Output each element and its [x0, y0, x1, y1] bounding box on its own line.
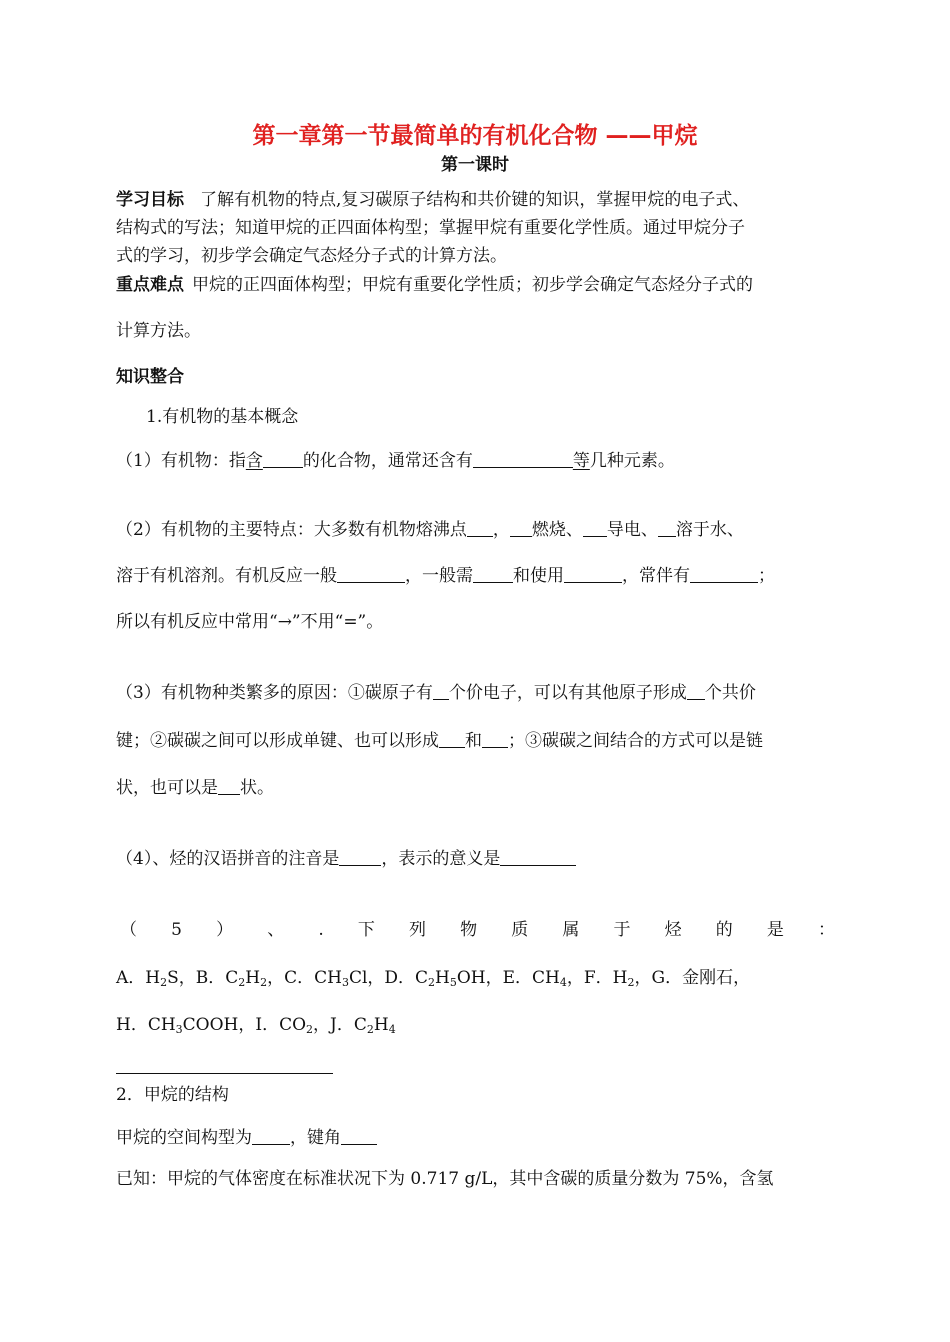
- q5-prompt-char: ：: [817, 920, 835, 940]
- q5-prompt-char: 的: [715, 920, 733, 940]
- keypoints-text-1: 甲烷的正四面体构型；甲烷有重要化学性质；初步学会确定气态烃分子式的: [192, 275, 753, 295]
- formula-text: H: [435, 968, 450, 988]
- q5-options-line-1: [116, 966, 750, 990]
- blank[interactable]: [339, 847, 381, 866]
- formula-subscript: 2: [260, 976, 268, 989]
- formula-text: H: [373, 1015, 389, 1035]
- q5-prompt-char: 5: [171, 920, 182, 940]
- q3-line-1: （3）有机物种类繁多的原因：①碳原子有 个价电子，可以有其他原子形成 个共价: [116, 683, 756, 703]
- formula-text: H: [245, 968, 261, 988]
- q2-line-3: 所以有机反应中常用“→”不用“=”。: [116, 612, 384, 632]
- formula-subscript: 2: [627, 976, 635, 989]
- blank[interactable]: [690, 564, 758, 583]
- keypoints-label: 重点难点: [116, 275, 184, 295]
- goals-line-1: [116, 188, 834, 212]
- q5-prompt-char: 列: [408, 920, 426, 940]
- q3-line-3: 状，也可以是 状。: [116, 778, 274, 798]
- formula-text: ，G．金刚石，: [634, 968, 751, 988]
- formula-subscript: 5: [449, 976, 457, 989]
- q4-line: （4）、烃的汉语拼音的注音是 ，表示的意义是: [116, 847, 834, 871]
- q1-underlined-han: 含: [245, 451, 263, 471]
- blank[interactable]: [252, 1126, 290, 1145]
- formula-subscript: 2: [306, 1023, 314, 1036]
- answer-line[interactable]: [116, 1073, 333, 1074]
- blank[interactable]: [263, 449, 303, 468]
- goals-text-1: 了解有机物的特点,复习碳原子结构和共价键的知识，掌握甲烷的电子式、: [200, 190, 750, 210]
- blank[interactable]: [218, 776, 240, 795]
- section-heading: 知识整合: [116, 367, 184, 387]
- q5-prompt-char: .: [318, 920, 324, 940]
- goals-line-3: 式的学习，初步学会确定气态烃分子式的计算方法。: [116, 246, 507, 266]
- blank[interactable]: [439, 729, 465, 748]
- q5-prompt-char: 烃: [664, 920, 682, 940]
- q5-prompt-char: （: [120, 920, 137, 940]
- blank[interactable]: [341, 1126, 377, 1145]
- blank[interactable]: [583, 518, 607, 537]
- formula-text: ，F．H: [566, 968, 628, 988]
- part2-line-2: 已知：甲烷的气体密度在标准状况下为 0.717 g/L，其中含碳的质量分数为 75%，含氢: [116, 1169, 774, 1189]
- q3-line-2: 键；②碳碳之间可以形成单键、也可以形成 和 ；③碳碳之间结合的方式可以是链: [116, 731, 763, 751]
- part1-heading: 1.有机物的基本概念: [146, 407, 299, 427]
- part2-heading: 2．甲烷的结构: [116, 1085, 229, 1105]
- formula-text: COOH，I．CO: [182, 1015, 307, 1035]
- q5-prompt-char: 于: [613, 920, 631, 940]
- blank[interactable]: [658, 518, 676, 537]
- q5-prompt-char: ）: [216, 920, 234, 940]
- blank[interactable]: [337, 564, 405, 583]
- blank[interactable]: [564, 564, 622, 583]
- formula-text: S，: [167, 968, 196, 988]
- formula-subscript: 4: [388, 1023, 396, 1036]
- formula-text: ，J．C: [313, 1015, 367, 1035]
- formula-subscript: 3: [175, 1023, 183, 1036]
- lesson-subtitle: 第一课时: [441, 155, 509, 175]
- formula-subscript: 2: [160, 976, 168, 989]
- q5-prompt-char: 质: [511, 920, 529, 940]
- formula-subscript: 2: [366, 1023, 374, 1036]
- q5-options-line-2: [116, 1013, 396, 1037]
- formula-text: OH，E．CH: [456, 968, 560, 988]
- blank[interactable]: [467, 518, 493, 537]
- document-title: 第一章第一节最简单的有机化合物 ——甲烷: [252, 123, 698, 149]
- formula-subscript: 2: [428, 976, 436, 989]
- keypoints-line-2: 计算方法。: [116, 321, 201, 341]
- q2-line-2: 溶于有机溶剂。有机反应一般 ，一般需 和使用 ，常伴有 ；: [116, 566, 775, 586]
- formula-text: Cl，D．C: [348, 968, 429, 988]
- q5-prompt-char: 物: [460, 920, 478, 940]
- formula-subscript: 4: [559, 976, 567, 989]
- blank[interactable]: [500, 847, 576, 866]
- q1-underlined-deng: 等: [572, 451, 590, 471]
- blank[interactable]: [473, 564, 513, 583]
- q5-prompt-char: 属: [562, 920, 580, 940]
- formula-subscript: 2: [238, 976, 246, 989]
- q1-line: （1）有机物：指含 的化合物，通常还含有 等几种元素。: [116, 451, 675, 471]
- formula-text: A．H: [116, 968, 161, 988]
- formula-text: ，C．CH: [267, 968, 342, 988]
- blank[interactable]: [433, 681, 449, 700]
- goals-label: 学习目标: [116, 190, 184, 210]
- formula-text: B．C: [195, 968, 239, 988]
- blank[interactable]: [687, 681, 705, 700]
- q5-prompt-char: 、: [267, 920, 285, 940]
- q5-prompt-char: 下: [357, 920, 375, 940]
- formula-text: H．CH: [116, 1015, 176, 1035]
- q5-prompt: [120, 918, 835, 942]
- formula-subscript: 3: [341, 976, 349, 989]
- blank[interactable]: [510, 518, 532, 537]
- q5-prompt-char: 是: [766, 920, 784, 940]
- goals-line-2: 结构式的写法；知道甲烷的正四面体构型；掌握甲烷有重要化学性质。通过甲烷分子: [116, 218, 745, 238]
- blank[interactable]: [482, 729, 508, 748]
- blank[interactable]: [473, 449, 573, 468]
- keypoints-line-1: [116, 273, 834, 297]
- q2-line-1: （2）有机物的主要特点：大多数有机物熔沸点 ， 燃烧、 导电、 溶于水、: [116, 520, 744, 540]
- part2-line-1: 甲烷的空间构型为 ，键角: [116, 1126, 834, 1150]
